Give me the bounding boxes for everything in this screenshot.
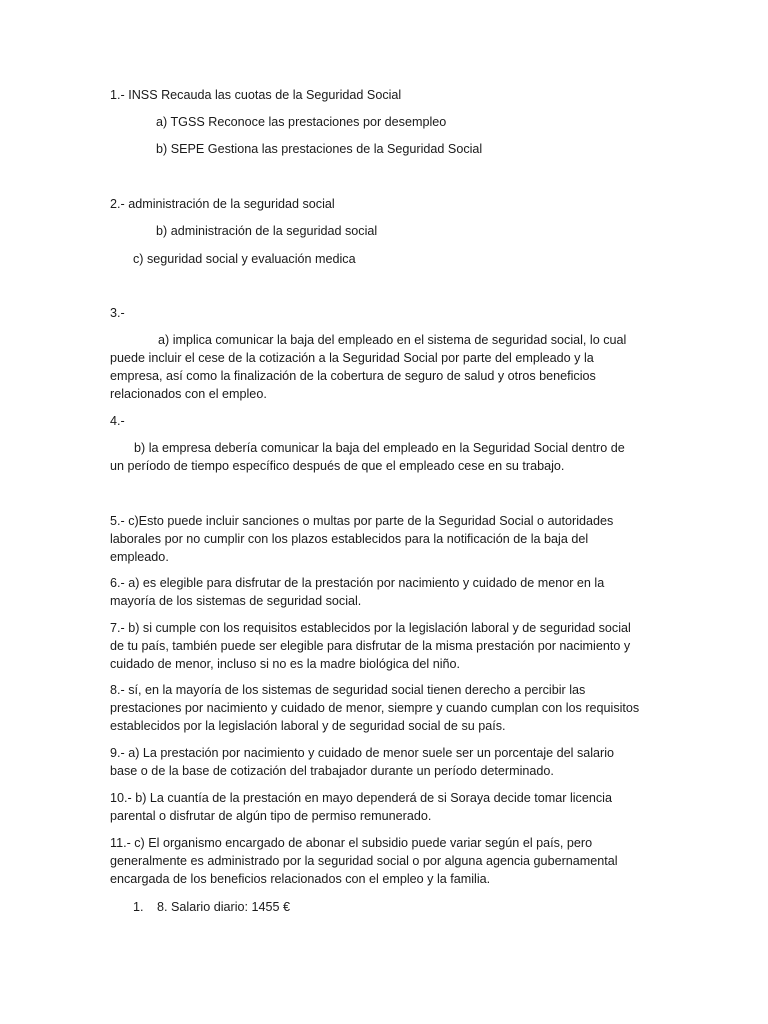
- q2-option-b: b) administración de la seguridad social: [156, 224, 378, 238]
- q7-answer: 7.- b) si cumple con los requisitos establecidos por la legislación laboral y de seguridad social de tu país, también puede ser elegible para disfrutar de la misma prestación por nacimiento y cuidado de menor, incluso si no es la madre biológica del niño.: [110, 621, 631, 671]
- q1-option-a: a) TGSS Reconoce las prestaciones por desempleo: [156, 115, 447, 129]
- q3-answer: a) implica comunicar la baja del empleado en el sistema de seguridad social, lo cual puede incluir el cese de la cotización a la Seguridad Social por parte del empleado y la empresa, así como la finalización de la cobertura de seguro de salud y otros beneficios relacionados con el empleo.: [110, 333, 627, 401]
- q10-answer: 10.- b) La cuantía de la prestación en mayo dependerá de si Soraya decide tomar licencia parental o disfrutar de algún tipo de permiso remunerado.: [110, 791, 612, 823]
- q4-label: 4.-: [110, 414, 125, 428]
- q11-answer: 11.- c) El organismo encargado de abonar el subsidio puede variar según el país, pero generalmente es administrado por la seguridad social o por alguna agencia gubernamental encargada de los beneficios relacionados con el empleo y la familia.: [110, 836, 618, 886]
- q8-answer: 8.- sí, en la mayoría de los sistemas de seguridad social tienen derecho a percibir las prestaciones por nacimiento y cuidado de menor, siempre y cuando cumplan con los requisitos establecidos por la legislación laboral y de seguridad social de su país.: [110, 683, 640, 733]
- q2-option-c: c) seguridad social y evaluación medica: [133, 252, 356, 266]
- q1-option-b: b) SEPE Gestiona las prestaciones de la Seguridad Social: [156, 142, 483, 156]
- q5-answer: 5.- c)Esto puede incluir sanciones o multas por parte de la Seguridad Social o autoridades laborales por no cumplir con los plazos establecidos para la notificación de la baja del empleado.: [110, 514, 614, 564]
- list-item-number: 1.: [133, 900, 144, 914]
- q1-main: 1.- INSS Recauda las cuotas de la Seguridad Social: [110, 88, 402, 102]
- q6-answer: 6.- a) es elegible para disfrutar de la prestación por nacimiento y cuidado de menor en la mayoría de los sistemas de seguridad social.: [110, 576, 605, 608]
- q3-label: 3.-: [110, 306, 125, 320]
- list-item-text: 8. Salario diario: 1455 €: [157, 900, 291, 914]
- q4-answer: b) la empresa debería comunicar la baja del empleado en la Seguridad Social dentro de un período de tiempo específico después de que el empleado cese en su trabajo.: [110, 441, 625, 473]
- q2-main: 2.- administración de la seguridad social: [110, 197, 335, 211]
- q9-answer: 9.- a) La prestación por nacimiento y cuidado de menor suele ser un porcentaje del salario base o de la base de cotización del trabajador durante un período determinado.: [110, 746, 615, 778]
